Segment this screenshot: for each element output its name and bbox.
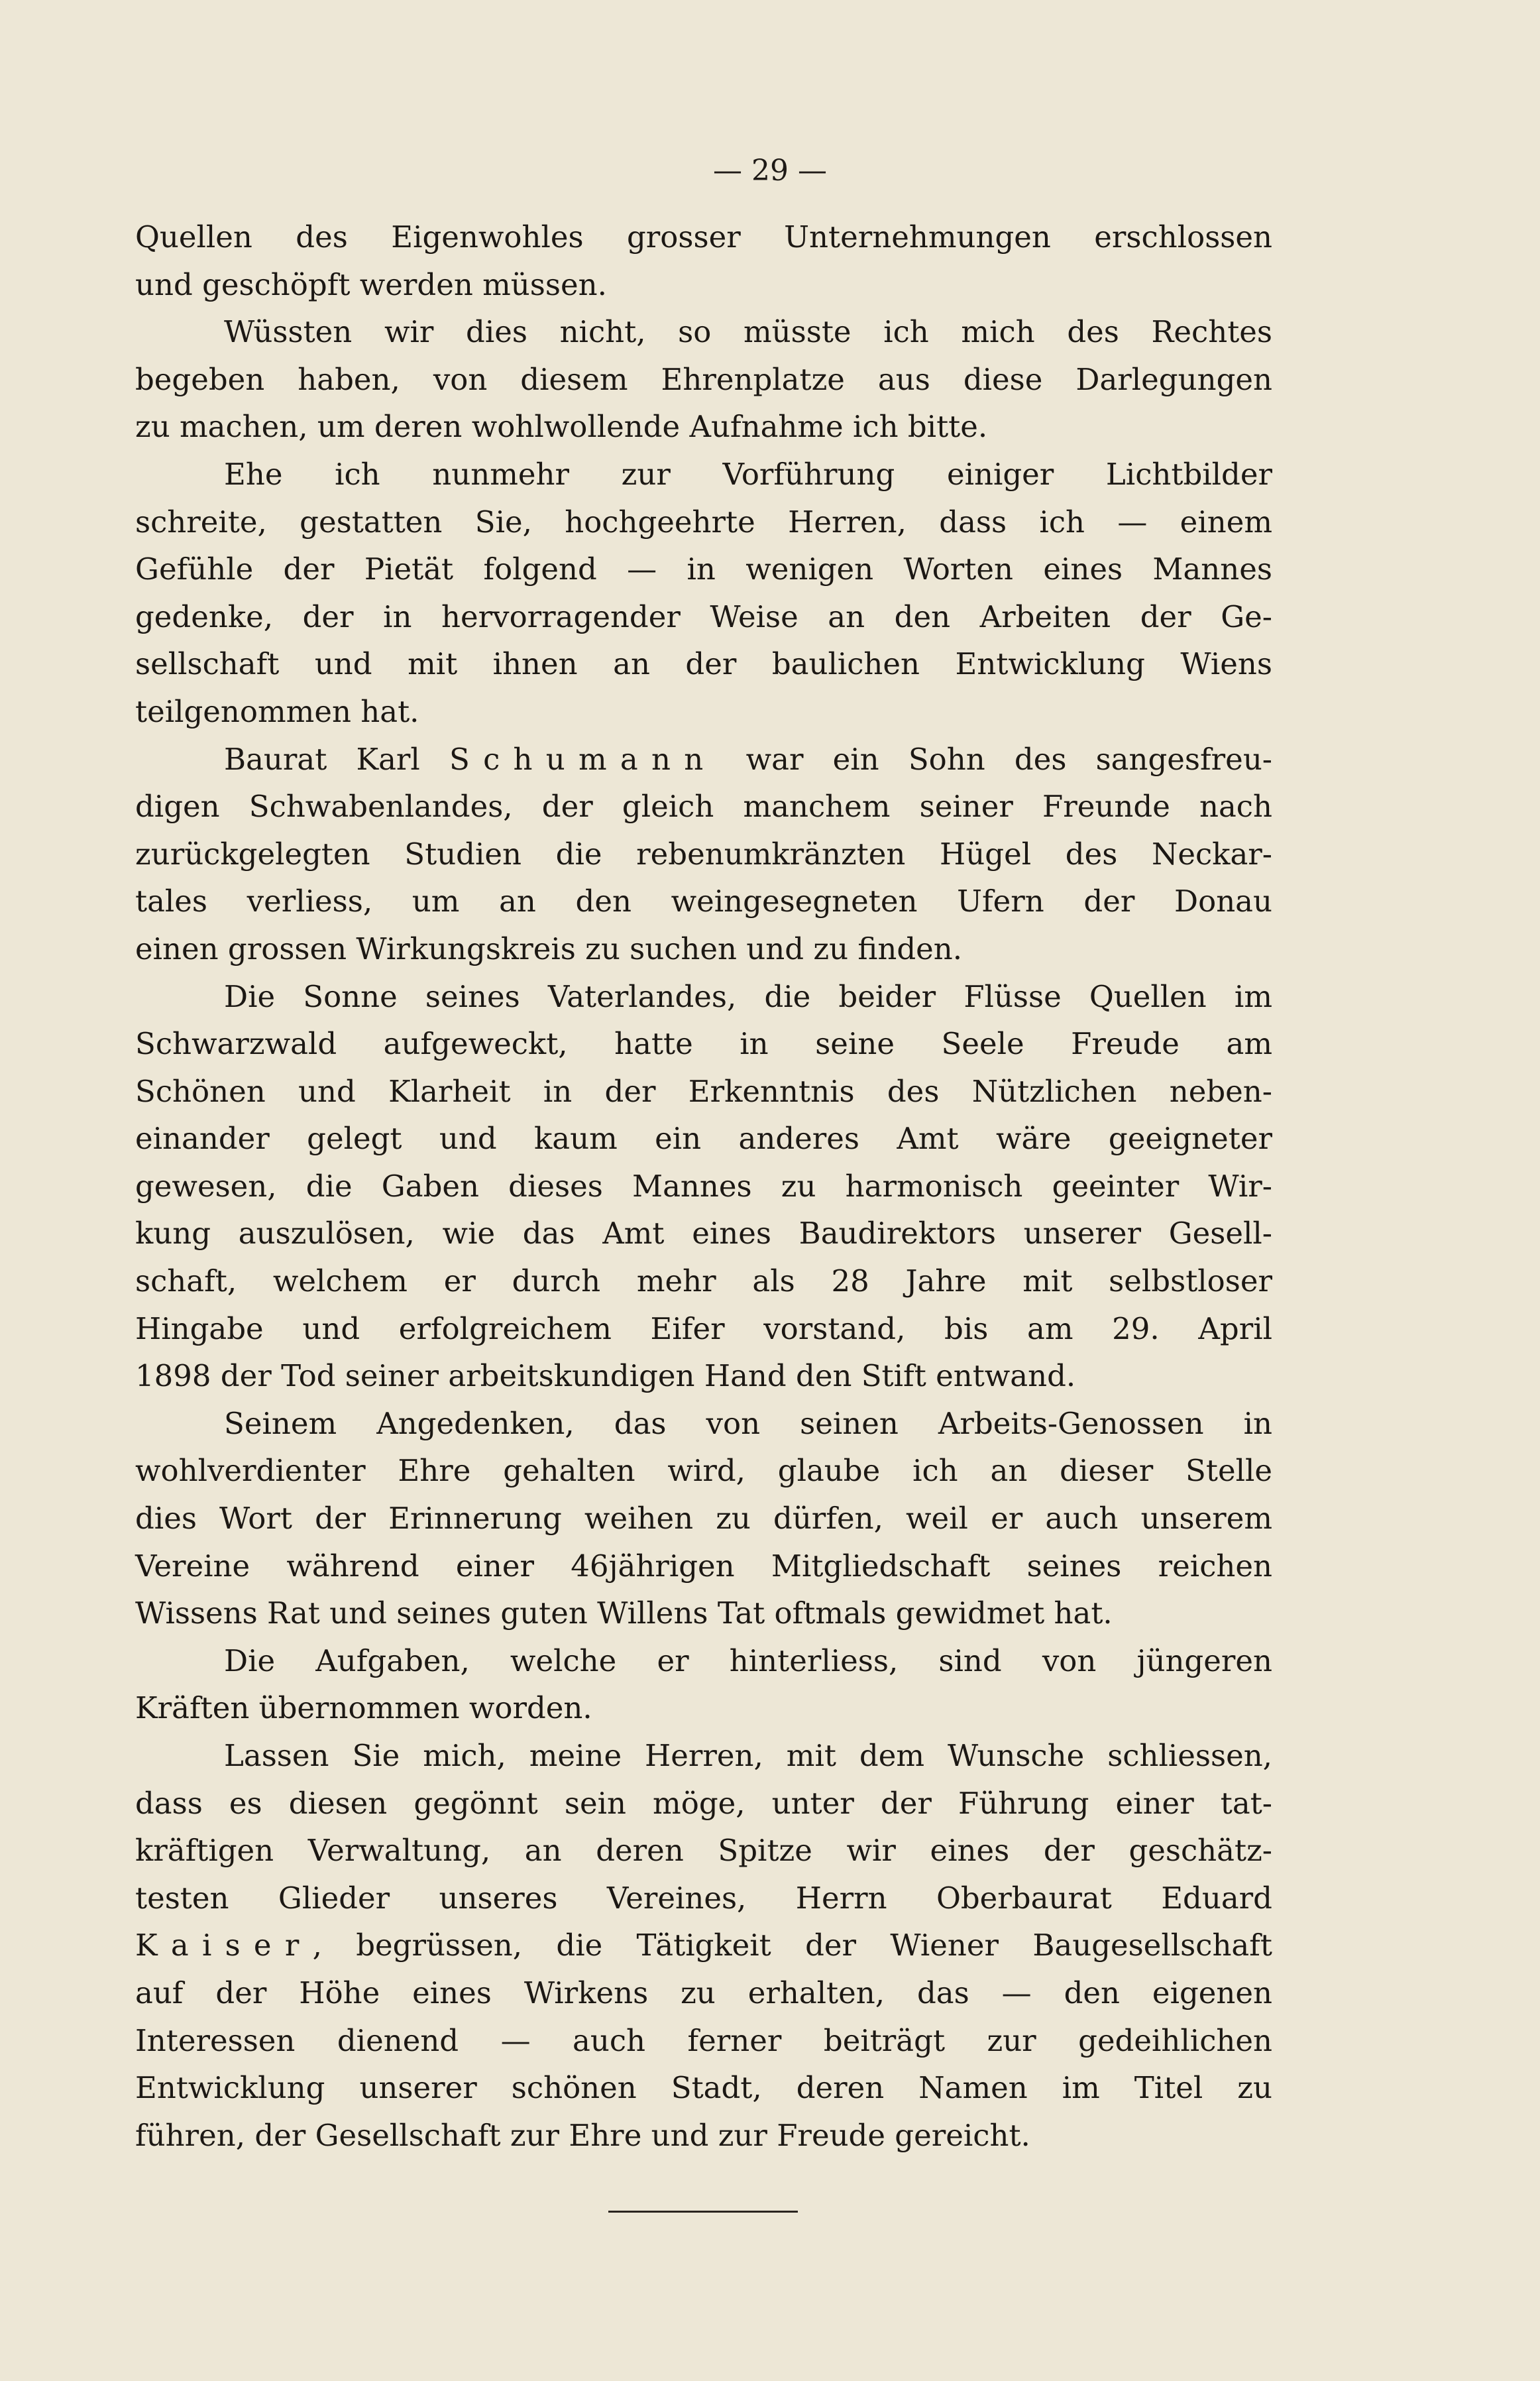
text-line: gedenke, der in hervorragender Weise an den Arbeiten der Ge- <box>135 599 1272 634</box>
text-line: kung auszulösen, wie das Amt eines Baudirektors unserer Gesell- <box>135 1216 1272 1251</box>
text-line: Hingabe und erfolgreichem Eifer vorstand, bis am 29. April <box>135 1310 1272 1346</box>
text-line: schaft, welchem er durch mehr als 28 Jahre mit selbstloser <box>135 1263 1272 1299</box>
page-number: — 29 — <box>713 154 827 188</box>
text-line: kräftigen Verwaltung, an deren Spitze wir eines der geschätz- <box>135 1833 1272 1869</box>
text-line: tales verliess, um an den weingesegneten Ufern der Donau <box>135 884 1272 919</box>
text-line: schreite, gestatten Sie, hochgeehrte Herren, dass ich — einem <box>135 504 1272 540</box>
paragraph <box>135 1732 1272 2159</box>
text-line: Quellen des Eigenwohles grosser Unternehmungen erschlossen <box>135 219 1272 255</box>
text-line: Wissens Rat und seines guten Willens Tat oftmals gewidmet hat. <box>135 1596 1113 1631</box>
paragraph <box>135 1400 1272 1637</box>
paragraph <box>135 308 1272 451</box>
text-line: begeben haben, von diesem Ehrenplatze aus diese Darlegungen <box>135 361 1272 397</box>
text-line: Gefühle der Pietät folgend — in wenigen Worten eines Mannes <box>135 552 1272 587</box>
text-line: wohlverdienter Ehre gehalten wird, glaube ich an dieser Stelle <box>135 1453 1272 1489</box>
text-line: dies Wort der Erinnerung weihen zu dürfen, weil er auch unserem <box>135 1501 1272 1537</box>
text-line: Lassen Sie mich, meine Herren, mit dem Wunsche schliessen, <box>224 1738 1272 1773</box>
spaced-name: Schumann <box>449 741 717 777</box>
closing-rule <box>608 2211 798 2213</box>
text-line: Vereine während einer 46jährigen Mitgliedschaft seines reichen <box>135 1548 1272 1584</box>
text-line: Die Aufgaben, welche er hinterliess, sind von jüngeren <box>224 1643 1272 1678</box>
text-line: dass es diesen gegönnt sein möge, unter der Führung einer tat- <box>135 1785 1272 1821</box>
text-line: Entwicklung unserer schönen Stadt, deren Namen im Titel zu <box>135 2070 1272 2106</box>
text-line: Seinem Angedenken, das von seinen Arbeits-Genossen in <box>224 1405 1272 1441</box>
text-line: Kräften übernommen worden. <box>135 1690 592 1726</box>
text-line: zurückgelegten Studien die rebenumkränzten Hügel des Neckar- <box>135 836 1272 872</box>
text-line: sellschaft und mit ihnen an der baulichen Entwicklung Wiens <box>135 646 1272 682</box>
text-line: Baurat Karl Schumann war ein Sohn des sangesfreu- <box>224 741 1273 777</box>
text-line: Kaiser, begrüssen, die Tätigkeit der Wiener Baugesellschaft <box>135 1928 1272 1963</box>
text-line: einen grossen Wirkungskreis zu suchen und zu finden. <box>135 931 963 966</box>
text-line: 1898 der Tod seiner arbeitskundigen Hand den Stift entwand. <box>135 1358 1076 1394</box>
text-line: gewesen, die Gaben dieses Mannes zu harmonisch geeinter Wir- <box>135 1168 1272 1204</box>
text-line: digen Schwabenlandes, der gleich manchem seiner Freunde nach <box>135 789 1272 825</box>
text-line: Wüssten wir dies nicht, so müsste ich mich des Rechtes <box>224 314 1272 350</box>
text-line: testen Glieder unseres Vereines, Herrn Oberbaurat Eduard <box>135 1880 1272 1916</box>
text-line: auf der Höhe eines Wirkens zu erhalten, das — den eigenen <box>135 1975 1272 2010</box>
paragraph <box>135 973 1272 1400</box>
paragraph <box>135 451 1272 736</box>
paragraph <box>135 213 1272 308</box>
text-line: Schwarzwald aufgeweckt, hatte in seine Seele Freude am <box>135 1026 1272 1062</box>
text-line: und geschöpft werden müssen. <box>135 266 607 302</box>
paragraph <box>135 736 1272 973</box>
text-line: Interessen dienend — auch ferner beiträgt zur gedeihlichen <box>135 2022 1272 2058</box>
text-line: zu machen, um deren wohlwollende Aufnahme ich bitte. <box>135 409 988 445</box>
text-line: Ehe ich nunmehr zur Vorführung einiger Lichtbilder <box>224 456 1272 492</box>
paragraph <box>135 1637 1272 1732</box>
text-line: Die Sonne seines Vaterlandes, die beider Flüsse Quellen im <box>224 978 1272 1014</box>
spaced-name: Kaiser <box>135 1928 313 1963</box>
body-text <box>135 213 1272 2159</box>
text-line: einander gelegt und kaum ein anderes Amt wäre geeigneter <box>135 1121 1272 1157</box>
text-line: Schönen und Klarheit in der Erkenntnis des Nützlichen neben- <box>135 1073 1272 1109</box>
text-line: teilgenommen hat. <box>135 693 419 729</box>
text-line: führen, der Gesellschaft zur Ehre und zur Freude gereicht. <box>135 2117 1030 2153</box>
